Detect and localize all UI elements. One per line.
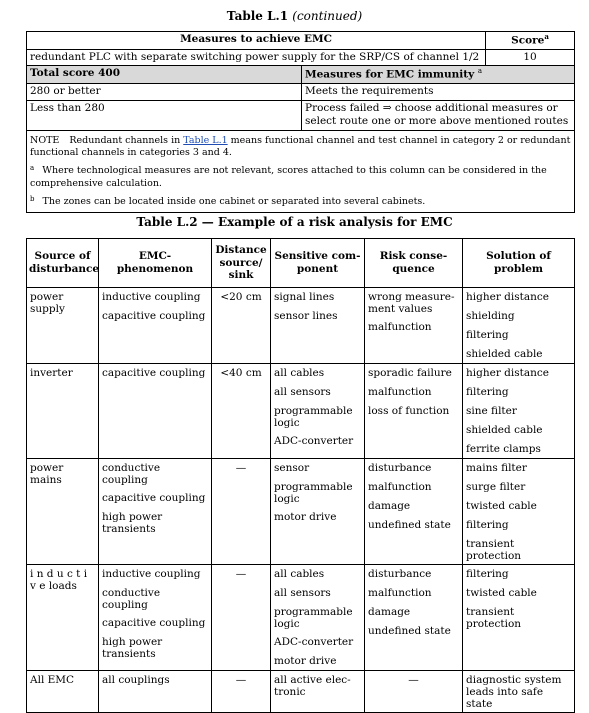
header-risk: Risk conse- quence (365, 239, 463, 288)
distance-cell: <40 cm (212, 363, 271, 458)
risk-cell-item: — (408, 674, 419, 687)
component-cell-item: all active elec- tronic (274, 674, 351, 699)
solution-cell-item: ferrite clamps (466, 442, 541, 455)
total-header-row (27, 66, 575, 84)
risk-cell (365, 458, 463, 564)
solution-cell-item: higher distance (466, 366, 549, 379)
solution-cell (463, 458, 575, 564)
footnote-b: $^b$ The zones can be located inside one cabinet or separated into several cabinets. (30, 195, 426, 207)
total-score-label: Total score 400 (27, 66, 302, 84)
table-row (27, 363, 575, 458)
solution-cell-item: twisted cable (466, 499, 537, 512)
solution-cell-item: sine filter (466, 404, 517, 417)
table-l2 (26, 238, 575, 713)
phenomenon-cell-item: inductive coupling (102, 567, 201, 580)
risk-cell-item: undefined state (368, 624, 451, 637)
component-cell (271, 458, 365, 564)
risk-cell (365, 287, 463, 363)
phenomenon-cell-item: capacitive coupling (102, 366, 206, 379)
risk-cell-item: malfunction (368, 480, 432, 493)
phenomenon-cell-item: capacitive coupling (102, 617, 206, 630)
distance-cell: — (212, 671, 271, 713)
component-cell-item: sensor (274, 461, 310, 474)
header-component: Sensitive com- ponent (271, 239, 365, 288)
solution-cell-item: filtering (466, 385, 509, 398)
note-paragraph: NOTE Redundant channels in Table L.1 means functional channel and test channel in category 2 or redundant functional channels in categories 3 and 4. (30, 134, 571, 158)
phenomenon-cell (99, 564, 212, 670)
score-range-cell: Less than 280 (27, 100, 302, 130)
source-cell: All EMC (27, 671, 99, 713)
solution-cell-item: mains filter (466, 461, 527, 474)
component-cell-item: signal lines (274, 290, 335, 303)
phenomenon-cell-item: conductive coupling (102, 586, 161, 611)
table-row (27, 84, 575, 100)
component-cell-item: motor drive (274, 655, 337, 668)
component-cell (271, 363, 365, 458)
distance-cell: — (212, 564, 271, 670)
solution-cell (463, 564, 575, 670)
solution-cell-item: transient protection (466, 537, 522, 562)
component-cell-item: programmable logic (274, 605, 353, 630)
solution-cell-item: shielded cable (466, 423, 543, 436)
table-l1-header-row (27, 32, 575, 50)
component-cell-item: ADC-converter (274, 636, 354, 649)
risk-cell-item: malfunction (368, 586, 432, 599)
phenomenon-cell-item: capacitive coupling (102, 309, 206, 322)
component-cell-item: programmable logic (274, 480, 353, 505)
solution-cell-item: diagnostic system leads into safe state (466, 674, 562, 711)
phenomenon-cell-item: high power transients (102, 510, 163, 535)
component-cell-item: all sensors (274, 586, 331, 599)
phenomenon-cell (99, 287, 212, 363)
table-row (27, 564, 575, 670)
risk-cell-item: undefined state (368, 518, 451, 531)
table-l1-title (0, 9, 589, 24)
source-cell: power mains (27, 458, 99, 564)
risk-cell-item: damage (368, 499, 411, 512)
solution-cell-item: surge filter (466, 480, 526, 493)
header-phenomenon: EMC-phenomenon (99, 239, 212, 288)
solution-cell-item: higher distance (466, 290, 549, 303)
distance-cell: <20 cm (212, 287, 271, 363)
measure-cell: redundant PLC with separate switching power supply for the SRP/CS of channel 1/2 (27, 49, 486, 65)
risk-cell-item: disturbance (368, 461, 432, 474)
score-range-cell: 280 or better (27, 84, 302, 100)
phenomenon-cell (99, 671, 212, 713)
immunity-cell: Meets the requirements (302, 84, 575, 100)
header-measures: Measures to achieve EMC (27, 32, 486, 50)
header-solution: Solution of problem (463, 239, 575, 288)
solution-cell-item: twisted cable (466, 586, 537, 599)
phenomenon-cell-item: capacitive coupling (102, 491, 206, 504)
table-l1-title-bold: Table L.1 (226, 9, 289, 23)
table-row (27, 100, 575, 130)
table-l1 (26, 31, 575, 213)
header-distance: Distance source/ sink (212, 239, 271, 288)
table-row (27, 287, 575, 363)
table-l1-link[interactable]: Table L.1 (183, 134, 228, 146)
distance-cell: — (212, 458, 271, 564)
risk-cell-item: malfunction (368, 385, 432, 398)
phenomenon-cell-item: all couplings (102, 674, 170, 687)
risk-cell (365, 564, 463, 670)
header-score-sup: a (544, 32, 549, 41)
footnote-a: $^a$ Where technological measures are not relevant, scores attached to this column can be considered in the comprehensive calculation. (30, 164, 547, 189)
solution-cell-item: filtering (466, 567, 509, 580)
risk-cell (365, 671, 463, 713)
component-cell-item: all sensors (274, 385, 331, 398)
component-cell (271, 564, 365, 670)
solution-cell-item: filtering (466, 328, 509, 341)
phenomenon-cell-item: conductive coupling (102, 461, 161, 486)
immunity-cell: Process failed ⇒ choose additional measures or select route one or more above mentioned routes (302, 100, 575, 130)
table-l2-body (27, 287, 575, 712)
table-row (27, 49, 575, 65)
risk-cell-item: loss of function (368, 404, 450, 417)
notes-cell (27, 130, 575, 213)
phenomenon-cell-item: high power transients (102, 636, 163, 661)
source-cell: power supply (27, 287, 99, 363)
header-score: Score$^a$ (486, 32, 575, 50)
risk-cell-item: disturbance (368, 567, 432, 580)
notes-row (27, 130, 575, 213)
component-cell-item: motor drive (274, 510, 337, 523)
component-cell-item: all cables (274, 366, 325, 379)
phenomenon-cell (99, 363, 212, 458)
solution-cell-item: transient protection (466, 605, 522, 630)
phenomenon-cell (99, 458, 212, 564)
phenomenon-cell-item: inductive coupling (102, 290, 201, 303)
source-cell: i n d u c t i v e loads (27, 564, 99, 670)
risk-cell-item: damage (368, 605, 411, 618)
risk-cell (365, 363, 463, 458)
source-cell: inverter (27, 363, 99, 458)
table-l2-header-row (27, 239, 575, 288)
solution-cell (463, 363, 575, 458)
component-cell (271, 287, 365, 363)
risk-cell-item: wrong measure- ment values (368, 290, 455, 315)
solution-cell (463, 671, 575, 713)
component-cell (271, 671, 365, 713)
solution-cell-item: filtering (466, 518, 509, 531)
component-cell-item: sensor lines (274, 309, 338, 322)
score-cell: 10 (486, 49, 575, 65)
table-l2-title: Table L.2 — Example of a risk analysis for EMC (136, 215, 453, 229)
component-cell-item: ADC-converter (274, 434, 354, 447)
solution-cell (463, 287, 575, 363)
table-row (27, 458, 575, 564)
component-cell-item: programmable logic (274, 404, 353, 429)
header-source: Source of disturbance (27, 239, 99, 288)
risk-cell-item: sporadic failure (368, 366, 452, 379)
risk-cell-item: malfunction (368, 320, 432, 333)
table-row (27, 671, 575, 713)
component-cell-item: all cables (274, 567, 325, 580)
table-l1-title-italic: (continued) (292, 9, 363, 23)
solution-cell-item: shielded cable (466, 347, 543, 360)
immunity-label: Measures for EMC immunity $^a$ (302, 66, 575, 84)
solution-cell-item: shielding (466, 309, 515, 322)
